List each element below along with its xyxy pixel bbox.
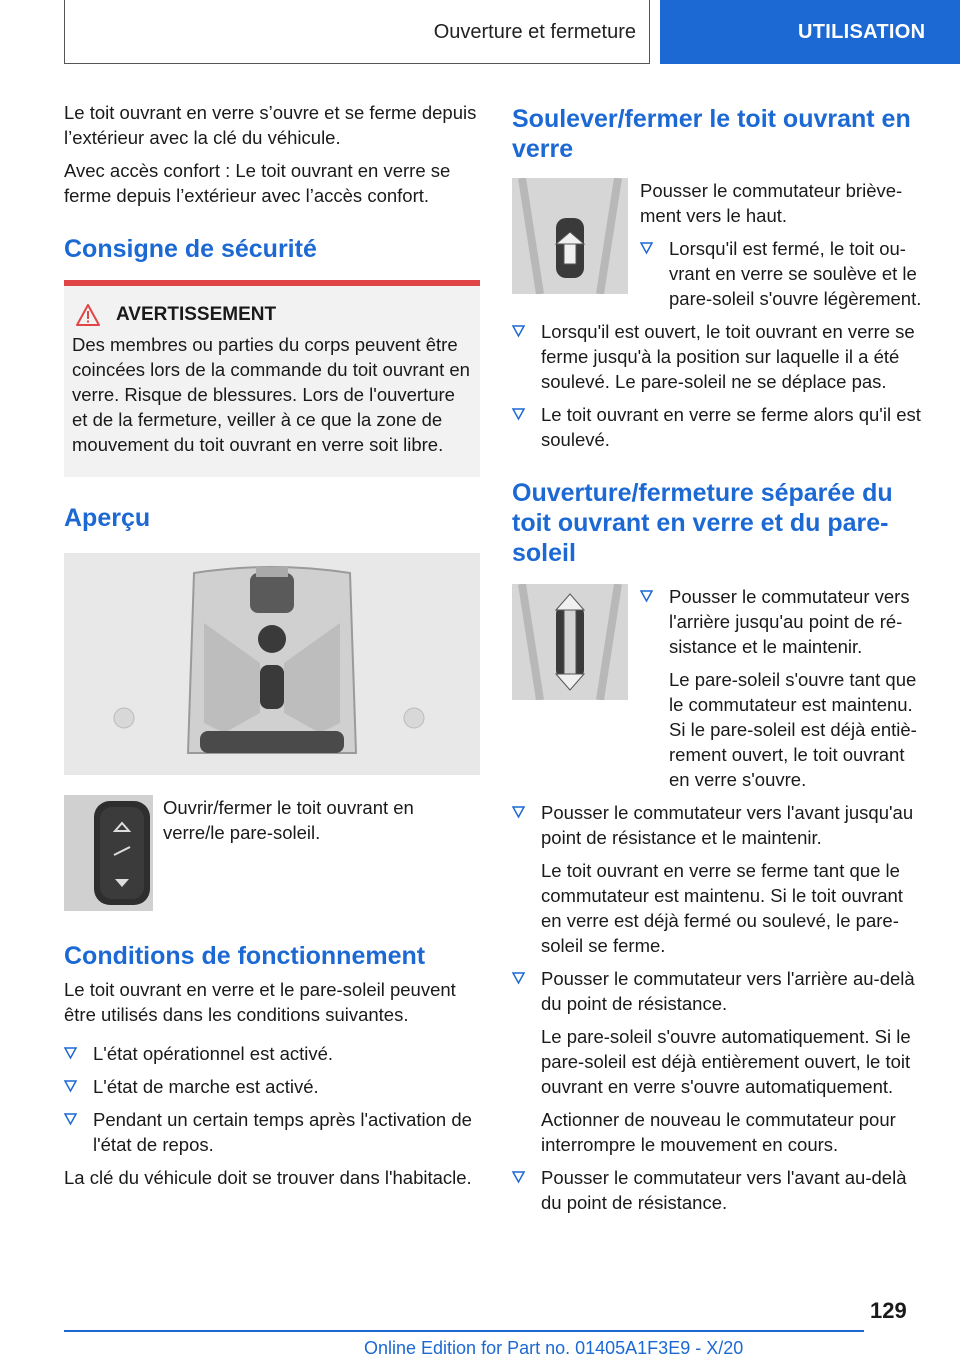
list-item xyxy=(512,319,928,394)
list-item xyxy=(512,800,928,850)
list-item xyxy=(640,584,928,659)
switch-both-photo xyxy=(512,584,628,700)
warning-title-row xyxy=(76,304,472,326)
overview-caption: Ouvrir/fermer le toit ouvrant en verre/le pare-soleil. xyxy=(162,797,414,843)
separate-item-text: Pousser le commutateur vers l'arrière au-delà du point de résistance. xyxy=(541,968,915,1014)
raise-list-inline xyxy=(640,236,928,311)
list-item xyxy=(64,1074,480,1099)
separate-item-sub: Le toit ouvrant en verre se ferme tant que le commutateur est maintenu. Si le toit ouvrant en verre est déjà fermé ou soulevé, le pare-soleil se ferme. xyxy=(541,860,903,956)
separate-list xyxy=(512,800,928,850)
bullet-triangle-icon xyxy=(512,1170,525,1184)
list-item xyxy=(512,402,928,452)
bullet-triangle-icon xyxy=(512,407,525,421)
switch-both-illustration xyxy=(512,584,628,700)
bullet-triangle-icon xyxy=(64,1112,77,1126)
roof-console-illustration xyxy=(64,553,480,775)
condition-text: L'état de marche est activé. xyxy=(93,1076,319,1097)
raise-list xyxy=(512,319,928,452)
bullet-triangle-icon xyxy=(64,1079,77,1093)
page-number: 129 xyxy=(870,1298,907,1323)
condition-text: L'état opérationnel est activé. xyxy=(93,1043,334,1064)
separate-figure-row xyxy=(512,584,928,800)
separate-list xyxy=(512,1165,928,1215)
roof-console-photo xyxy=(64,553,480,775)
condition-text: Pendant un certain temps après l'activation de l'état de repos. xyxy=(93,1109,472,1155)
safety-heading: Consigne de sécurité xyxy=(64,235,317,263)
overview-heading: Aperçu xyxy=(64,504,151,532)
left-column xyxy=(64,100,480,1198)
warning-box xyxy=(64,280,480,477)
bullet-triangle-icon xyxy=(512,805,525,819)
footer-divider xyxy=(64,1330,864,1332)
bullet-triangle-icon xyxy=(64,1046,77,1060)
separate-heading: Ouverture/fermeture séparée du toit ouvrant en verre et du pare-soleil xyxy=(512,479,893,567)
warning-title: AVERTISSEMENT xyxy=(116,304,277,325)
bullet-triangle-icon xyxy=(640,241,653,255)
header-section-title: Ouverture et fermeture xyxy=(433,20,636,43)
raise-caption: Pousser le commutateur brièvement vers le haut. xyxy=(640,180,903,226)
bullet-triangle-icon xyxy=(512,324,525,338)
conditions-outro: La clé du véhicule doit se trouver dans l'habitacle. xyxy=(64,1167,472,1188)
list-item xyxy=(512,1165,928,1215)
switch-up-photo xyxy=(512,178,628,294)
raise-item-text: Le toit ouvrant en verre se ferme alors qu'il est soulevé. xyxy=(541,404,921,450)
switch-photo xyxy=(64,795,153,911)
bullet-triangle-icon xyxy=(512,971,525,985)
conditions-intro: Le toit ouvrant en verre et le pare-soleil peuvent être utilisés dans les conditions suivantes. xyxy=(64,979,456,1025)
separate-figure-text xyxy=(640,584,928,800)
raise-item-text: Lorsqu'il est fermé, le toit ouvrant en verre se soulève et le pare-soleil s'ouvre légèrement. xyxy=(669,238,922,309)
intro-paragraph-2: Avec accès confort : Le toit ouvrant en verre se ferme depuis l’extérieur avec l’accès confort. xyxy=(64,160,451,206)
intro-paragraph-1: Le toit ouvrant en verre s’ouvre et se ferme depuis l’extérieur avec la clé du véhicule. xyxy=(64,102,477,148)
raise-figure-row xyxy=(512,178,928,319)
footer-edition[interactable]: Online Edition for Part no. 01405A1F3E9 - X/20 xyxy=(364,1338,744,1358)
separate-item-text: Pousser le commutateur vers l'avant jusqu'au point de résistance et le maintenir. xyxy=(541,802,914,848)
separate-item-sub: Actionner de nouveau le commutateur pour interrompre le mouvement en cours. xyxy=(541,1109,896,1155)
bullet-triangle-icon xyxy=(640,589,653,603)
conditions-list xyxy=(64,1041,480,1157)
header-chapter-tab[interactable]: UTILISATION xyxy=(660,0,960,64)
overview-figure-row xyxy=(64,795,480,911)
right-column xyxy=(512,100,928,1223)
raise-item-text: Lorsqu'il est ouvert, le toit ouvrant en verre se ferme jusqu'à la position sur laquelle il a été soulevé. Le pare-soleil ne se déplace pas. xyxy=(541,321,915,392)
list-item xyxy=(64,1041,480,1066)
warning-text: Des membres ou parties du corps peuvent être coincées lors de la commande du toit ouvrant en verre. Risque de blessures. Lors de l'ouverture et de la fermeture, veiller à ce que la zone de mouvement du toit ouvrant en verre soit libre. xyxy=(72,334,470,455)
list-item xyxy=(640,236,928,311)
switch-illustration xyxy=(64,795,153,911)
separate-list xyxy=(512,966,928,1016)
warning-triangle-icon xyxy=(76,304,100,326)
switch-up-illustration xyxy=(512,178,628,294)
raise-figure-text xyxy=(640,178,928,319)
separate-item-text: Pousser le commutateur vers l'avant au-delà du point de résistance. xyxy=(541,1167,907,1213)
separate-item-sub: Le pare-soleil s'ouvre tant que le commutateur est maintenu. Si le pare-soleil est déjà entièrement ouvert, le toit ouvrant en verre s'ouvre. xyxy=(669,669,917,790)
separate-item-sub: Le pare-soleil s'ouvre automatiquement. Si le pare-soleil est déjà entièrement ouvert, le toit ouvrant en verre s'ouvre automatiquement. xyxy=(541,1026,911,1097)
list-item xyxy=(64,1107,480,1157)
raise-heading: Soulever/fermer le toit ouvrant en verre xyxy=(512,105,911,163)
conditions-heading: Conditions de fonctionnement xyxy=(64,942,426,970)
list-item xyxy=(512,966,928,1016)
separate-list-inline xyxy=(640,584,928,659)
separate-item-text: Pousser le commutateur vers l'arrière jusqu'au point de résistance et le maintenir. xyxy=(669,586,910,657)
